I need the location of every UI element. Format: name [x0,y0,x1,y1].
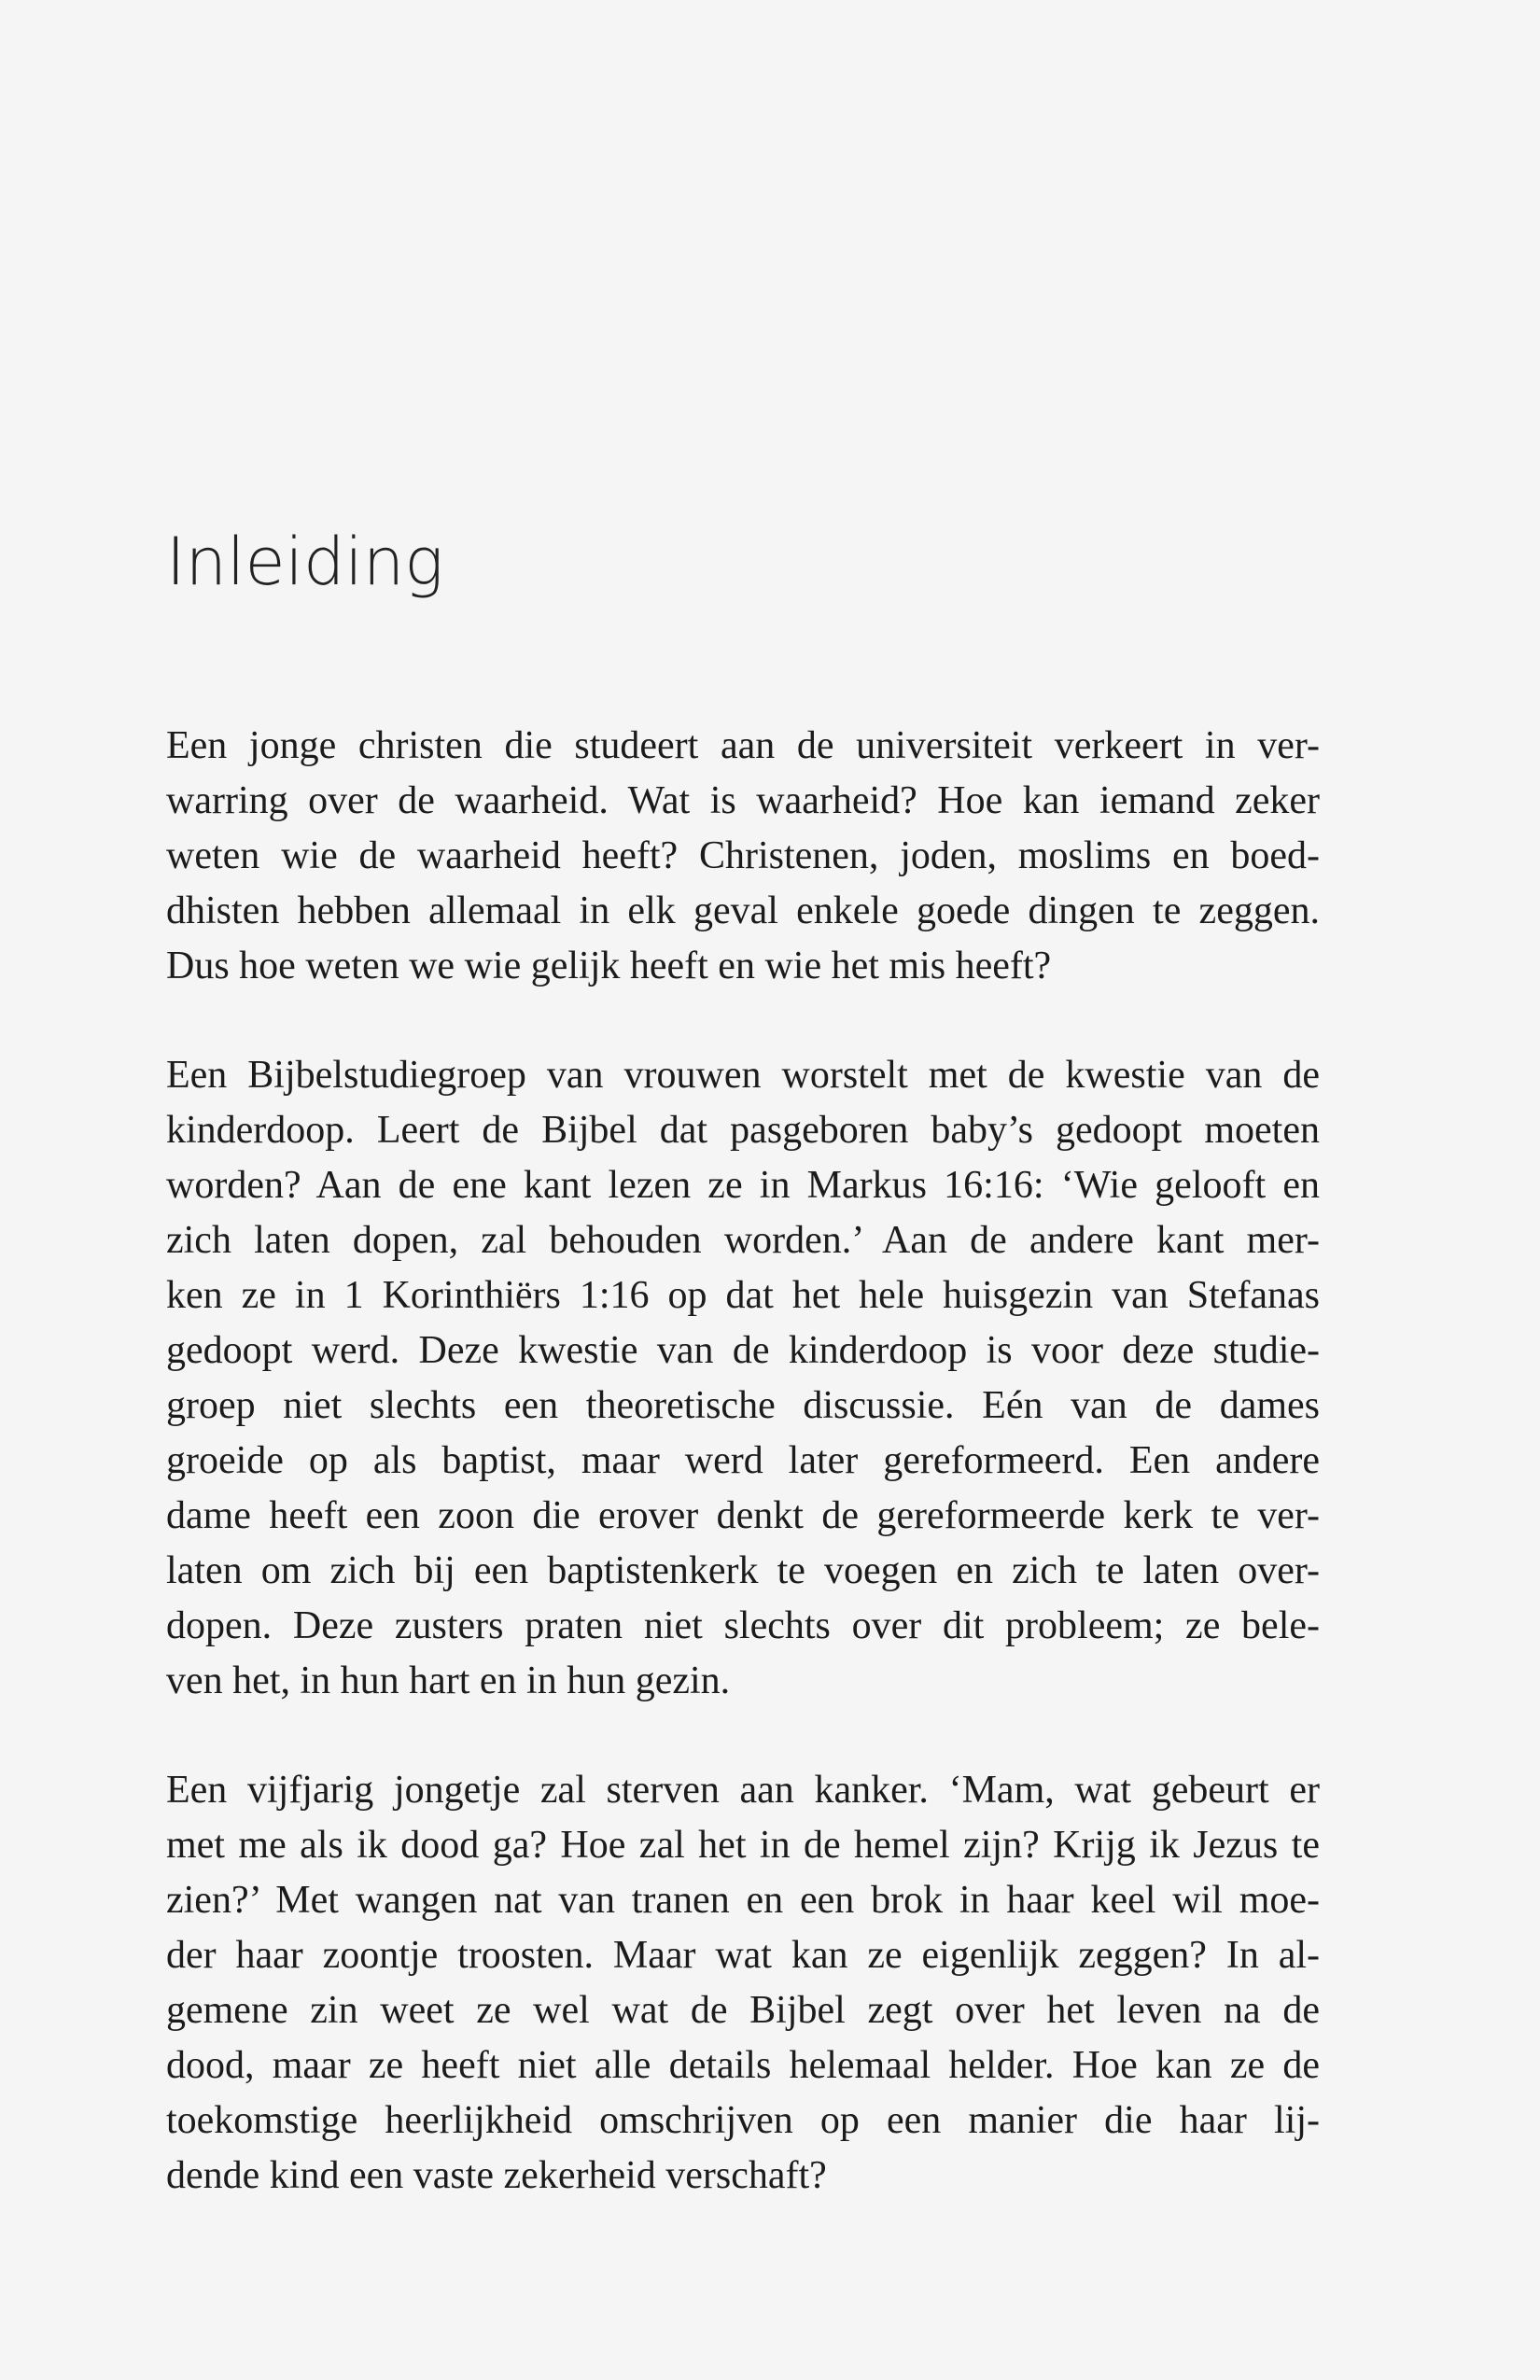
text-line: kinderdoop. Leert de Bijbel dat pasgeboren baby’s gedoopt moeten [166,1109,1320,1152]
text-line: Een jonge christen die studeert aan de universiteit verkeert in ver- [166,724,1320,767]
text-line: laten om zich bij een baptistenkerk te voegen en zich te laten over- [166,1549,1320,1592]
text-line: groeide op als baptist, maar werd later gereformeerd. Een andere [166,1439,1320,1482]
text-line: zien?’ Met wangen nat van tranen en een brok in haar keel wil moe- [166,1879,1320,1922]
paragraph [166,1048,1320,1709]
text-line: gemene zin weet ze wel wat de Bijbel zegt over het leven na de [166,1989,1320,2032]
body-text [166,719,1320,2258]
text-line: Een Bijbelstudiegroep van vrouwen worstelt met de kwestie van de [166,1054,1320,1097]
text-line: toekomstige heerlijkheid omschrijven op een manier die haar lij- [166,2099,1320,2142]
chapter-title: Inleiding [166,524,444,600]
text-line: met me als ik dood ga? Hoe zal het in de hemel zijn? Krijg ik Jezus te [166,1824,1320,1867]
text-line: ken ze in 1 Korinthiërs 1:16 op dat het hele huisgezin van Stefanas [166,1274,1320,1317]
text-line: worden? Aan de ene kant lezen ze in Markus 16:16: ‘Wie gelooft en [166,1164,1320,1207]
text-line: dende kind een vaste zekerheid verschaft? [166,2154,827,2197]
text-line: Dus hoe weten we wie gelijk heeft en wie het mis heeft? [166,945,1052,987]
text-line: dood, maar ze heeft niet alle details helemaal helder. Hoe kan ze de [166,2044,1320,2087]
text-line: Een vijfjarig jongetje zal sterven aan kanker. ‘Mam, wat gebeurt er [166,1769,1320,1812]
text-line: gedoopt werd. Deze kwestie van de kinderdoop is voor deze studie- [166,1329,1320,1372]
text-line: warring over de waarheid. Wat is waarheid? Hoe kan iemand zeker [166,779,1320,822]
paragraph [166,719,1320,994]
text-line: weten wie de waarheid heeft? Christenen, joden, moslims en boed- [166,834,1320,877]
text-line: ven het, in hun hart en in hun gezin. [166,1659,731,1702]
text-line: der haar zoontje troosten. Maar wat kan ze eigenlijk zeggen? In al- [166,1934,1320,1977]
text-line: zich laten dopen, zal behouden worden.’ Aan de andere kant mer- [166,1219,1320,1262]
text-line: groep niet slechts een theoretische discussie. Eén van de dames [166,1384,1320,1427]
text-line: dhisten hebben allemaal in elk geval enkele goede dingen te zeggen. [166,889,1320,932]
text-line: dopen. Deze zusters praten niet slechts over dit probleem; ze bele- [166,1604,1320,1647]
paragraph [166,1763,1320,2204]
text-line: dame heeft een zoon die erover denkt de gereformeerde kerk te ver- [166,1494,1320,1537]
